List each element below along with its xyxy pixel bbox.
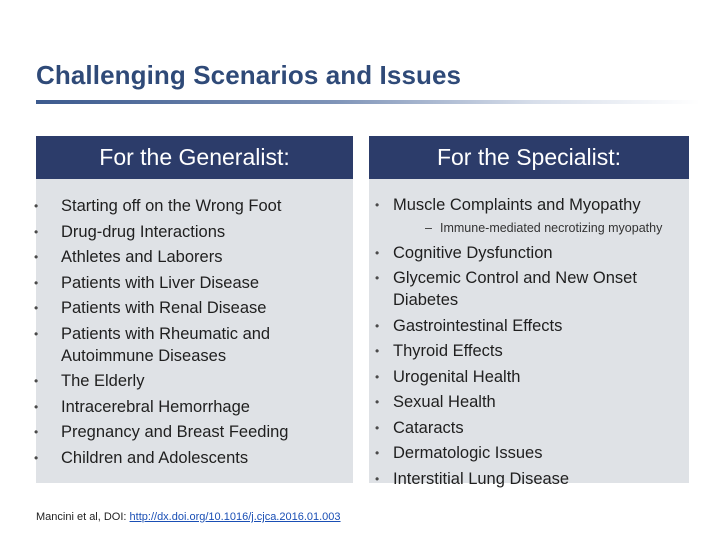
list-item: • Patients with Rheumatic and Autoimmune Diseases — [34, 324, 271, 365]
bullet-icon: • — [34, 224, 39, 239]
bullet-icon: • — [375, 395, 380, 409]
bullet-icon: • — [34, 250, 39, 264]
list-item: • Patients with Liver Disease — [34, 273, 260, 292]
bullet-icon: • — [375, 369, 380, 384]
bullet-icon: • — [34, 199, 39, 213]
slide-title: Challenging Scenarios and Issues — [36, 60, 462, 90]
bullet-icon: • — [375, 271, 380, 285]
specialist-panel — [369, 136, 689, 488]
bullet-icon: • — [375, 471, 380, 486]
generalist-list — [36, 179, 353, 469]
bullet-icon: • — [34, 399, 39, 414]
specialist-heading: For the Specialist: — [369, 136, 689, 179]
list-item: • Muscle Complaints and Myopathy — [375, 196, 641, 214]
citation-prefix: Mancini et al, DOI: — [36, 511, 130, 523]
dash-icon: – — [425, 220, 432, 235]
list-item: • Cataracts — [375, 418, 464, 437]
bullet-icon: • — [34, 374, 39, 388]
list-item: • Intracerebral Hemorrhage — [34, 397, 250, 416]
bullet-icon: • — [34, 301, 39, 315]
bullet-icon: • — [34, 425, 39, 439]
bullet-icon: • — [34, 275, 39, 290]
bullet-icon: • — [34, 450, 39, 465]
list-item: • Cognitive Dysfunction — [375, 243, 553, 262]
title-underline — [36, 100, 700, 104]
bullet-icon: • — [375, 245, 380, 260]
specialist-list — [369, 179, 689, 490]
citation — [36, 511, 341, 523]
generalist-panel — [36, 136, 353, 483]
sub-list-item: – Immune-mediated necrotizing myopathy — [425, 220, 663, 235]
list-item: • Interstitial Lung Disease — [375, 469, 570, 488]
bullet-icon: • — [375, 420, 380, 435]
doi-link[interactable]: http://dx.doi.org/10.1016/j.cjca.2016.01.003 — [129, 511, 341, 523]
list-item: • The Elderly — [34, 372, 145, 390]
bullet-icon: • — [34, 326, 39, 341]
list-item: • Children and Adolescents — [34, 448, 249, 467]
bullet-icon: • — [375, 446, 380, 460]
bullet-icon: • — [375, 344, 380, 358]
list-item: • Patients with Renal Disease — [34, 299, 267, 317]
list-item: • Thyroid Effects — [375, 342, 503, 360]
list-item: • Drug-drug Interactions — [34, 222, 226, 241]
list-item: • Glycemic Control and New Onset Diabetes — [375, 269, 637, 309]
list-item: • Gastrointestinal Effects — [375, 316, 563, 335]
list-item: • Dermatologic Issues — [375, 444, 543, 462]
bullet-icon: • — [375, 198, 380, 212]
list-item: • Urogenital Health — [375, 367, 521, 386]
list-item: • Starting off on the Wrong Foot — [34, 197, 282, 215]
bullet-icon: • — [375, 318, 380, 333]
list-item: • Pregnancy and Breast Feeding — [34, 423, 289, 441]
list-item: • Athletes and Laborers — [34, 248, 223, 266]
generalist-heading: For the Generalist: — [36, 136, 353, 179]
list-item: • Sexual Health — [375, 393, 496, 411]
